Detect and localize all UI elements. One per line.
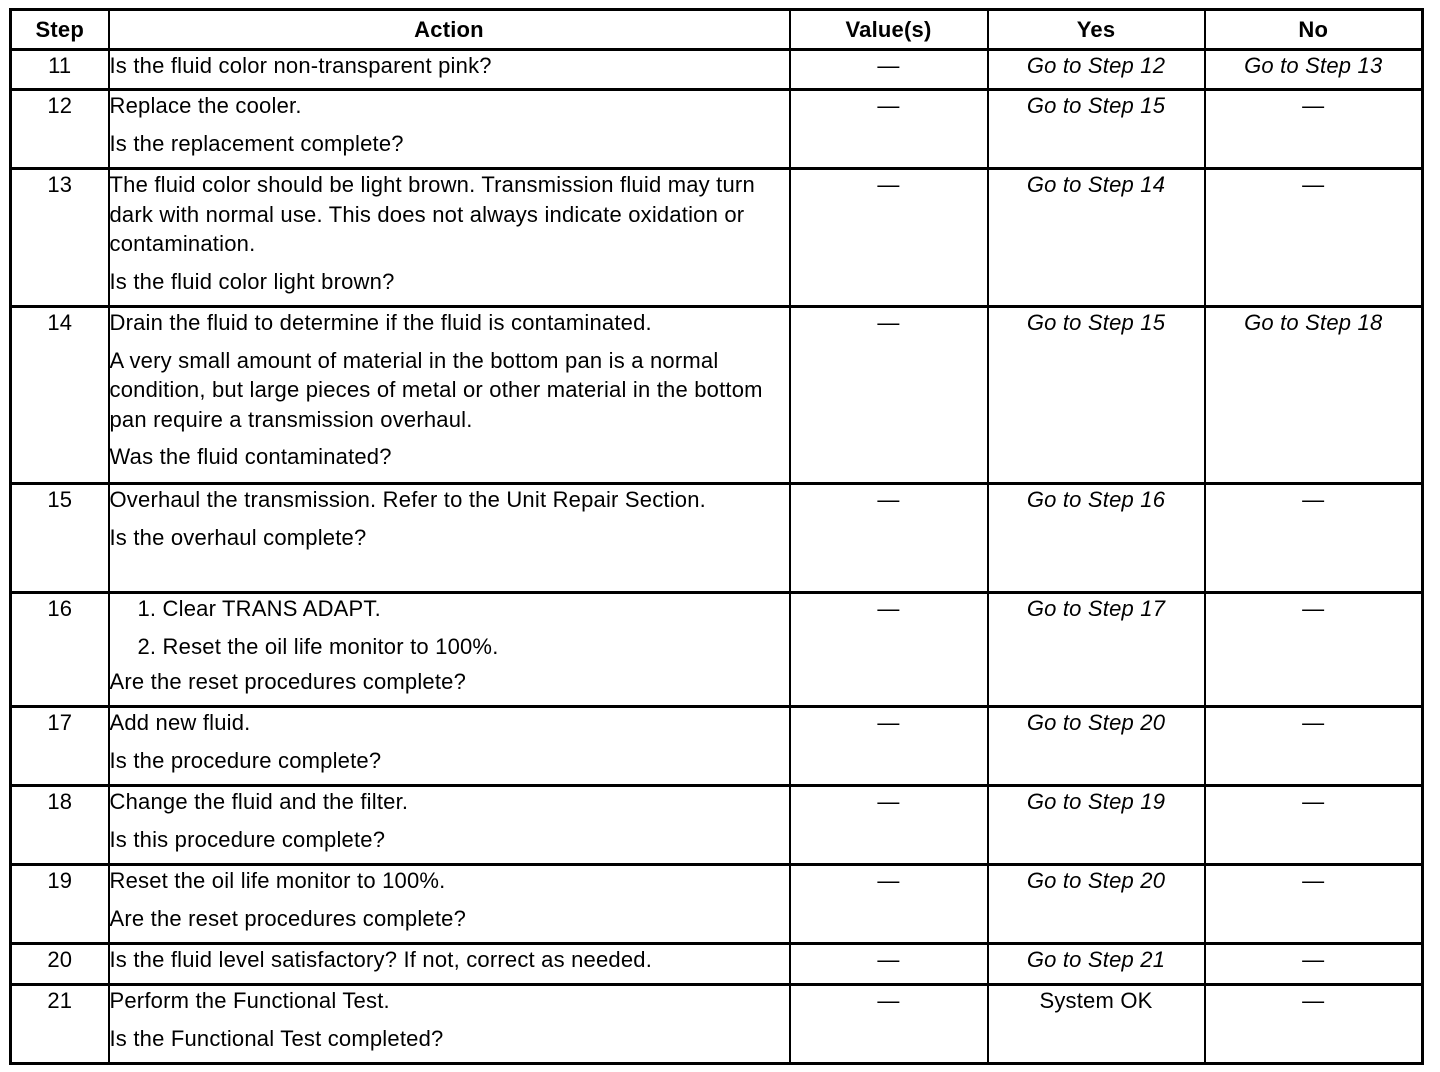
yes-value: System OK [1039,988,1153,1013]
action-question: Are the reset procedures complete? [109,669,467,694]
header-action: Action [109,10,790,50]
step-number: 21 [11,985,109,1064]
action-cell [109,484,790,593]
header-step: Step [11,10,109,50]
value-cell: — [790,50,988,90]
action-text: Replace the cooler. [109,93,302,118]
table-row [11,985,1423,1064]
step-number: 18 [11,786,109,865]
action-cell [109,985,790,1064]
no-value: — [1302,988,1325,1013]
step-number: 13 [11,169,109,307]
yes-cell: Go to Step 21 [988,944,1205,985]
no-value: — [1302,710,1325,735]
table-row [11,169,1423,307]
header-yes: Yes [988,10,1205,50]
no-cell [1205,484,1423,593]
action-text: Drain the fluid to determine if the fluid is contaminated. [109,310,652,335]
table-row [11,593,1423,707]
action-question: Is the replacement complete? [109,130,404,156]
action-question: Is the overhaul complete? [109,524,367,550]
yes-cell: Go to Step 12 [988,50,1205,90]
no-cell [1205,707,1423,786]
value-cell: — [790,707,988,786]
no-cell [1205,985,1423,1064]
action-question: Is the Functional Test completed? [109,1025,444,1051]
value-cell: — [790,90,988,169]
step-number: 14 [11,307,109,484]
header-no: No [1205,10,1423,50]
table-row [11,307,1423,484]
yes-cell: Go to Step 19 [988,786,1205,865]
no-value: — [1302,93,1325,118]
yes-cell [988,985,1205,1064]
table-row [11,707,1423,786]
no-value: — [1302,172,1325,197]
yes-cell: Go to Step 16 [988,484,1205,593]
table-row [11,865,1423,944]
yes-cell: Go to Step 15 [988,90,1205,169]
value-cell: — [790,786,988,865]
no-cell [1205,90,1423,169]
action-question: Was the fluid contaminated? [109,444,392,469]
step-number: 20 [11,944,109,985]
diagnostic-table [9,8,1424,1065]
no-cell: Go to Step 13 [1205,50,1423,90]
action-cell [109,593,790,707]
no-value: — [1302,789,1325,814]
action-text: Add new fluid. [109,710,251,735]
no-value: — [1302,596,1325,621]
value-cell: — [790,865,988,944]
numbered-item: 1. Clear TRANS ADAPT. [137,596,381,621]
header-row [11,10,1423,50]
action-cell [109,786,790,865]
action-cell [109,707,790,786]
action-text: A very small amount of material in the bottom pan is a normal condition, but large pieces of metal or other material in the bottom pan require a transmission overhaul. [109,347,763,432]
action-question: Is the fluid level satisfactory? If not, correct as needed. [109,947,653,972]
action-question: Is the procedure complete? [109,747,382,773]
value-cell: — [790,593,988,707]
action-question: Are the reset procedures complete? [109,905,467,931]
action-text: The fluid color should be light brown. Transmission fluid may turn dark with normal use. This does not always indicate oxidation or contamination. [109,172,755,256]
value-cell: — [790,307,988,484]
step-number: 12 [11,90,109,169]
table-row [11,90,1423,169]
no-cell [1205,944,1423,985]
yes-cell: Go to Step 14 [988,169,1205,307]
step-number: 15 [11,484,109,593]
no-value: — [1302,487,1325,512]
step-number: 17 [11,707,109,786]
yes-cell: Go to Step 17 [988,593,1205,707]
action-question: Is the fluid color light brown? [109,268,395,294]
table-row [11,484,1423,593]
action-text: Overhaul the transmission. Refer to the Unit Repair Section. [109,487,706,512]
action-cell [109,50,790,90]
no-value: — [1302,868,1325,893]
action-text: Perform the Functional Test. [109,988,390,1013]
no-cell [1205,786,1423,865]
action-text: Is the fluid color non-transparent pink? [109,53,492,78]
action-question: Is this procedure complete? [109,826,386,852]
table-row [11,50,1423,90]
yes-cell: Go to Step 20 [988,707,1205,786]
action-text: Reset the oil life monitor to 100%. [109,868,446,893]
yes-cell: Go to Step 15 [988,307,1205,484]
table-row [11,944,1423,985]
numbered-item: 2. Reset the oil life monitor to 100%. [137,633,499,659]
diagnostic-table-container [9,8,1421,1065]
no-cell [1205,865,1423,944]
yes-cell: Go to Step 20 [988,865,1205,944]
value-cell: — [790,484,988,593]
step-number: 19 [11,865,109,944]
action-cell [109,90,790,169]
action-text: Change the fluid and the filter. [109,789,409,814]
action-cell [109,169,790,307]
table-row [11,786,1423,865]
step-number: 11 [11,50,109,90]
step-number: 16 [11,593,109,707]
no-value: — [1302,947,1325,972]
header-values: Value(s) [790,10,988,50]
no-cell [1205,593,1423,707]
no-cell [1205,169,1423,307]
value-cell: — [790,944,988,985]
action-cell [109,944,790,985]
value-cell: — [790,169,988,307]
no-cell: Go to Step 18 [1205,307,1423,484]
action-cell [109,307,790,484]
action-cell [109,865,790,944]
value-cell: — [790,985,988,1064]
